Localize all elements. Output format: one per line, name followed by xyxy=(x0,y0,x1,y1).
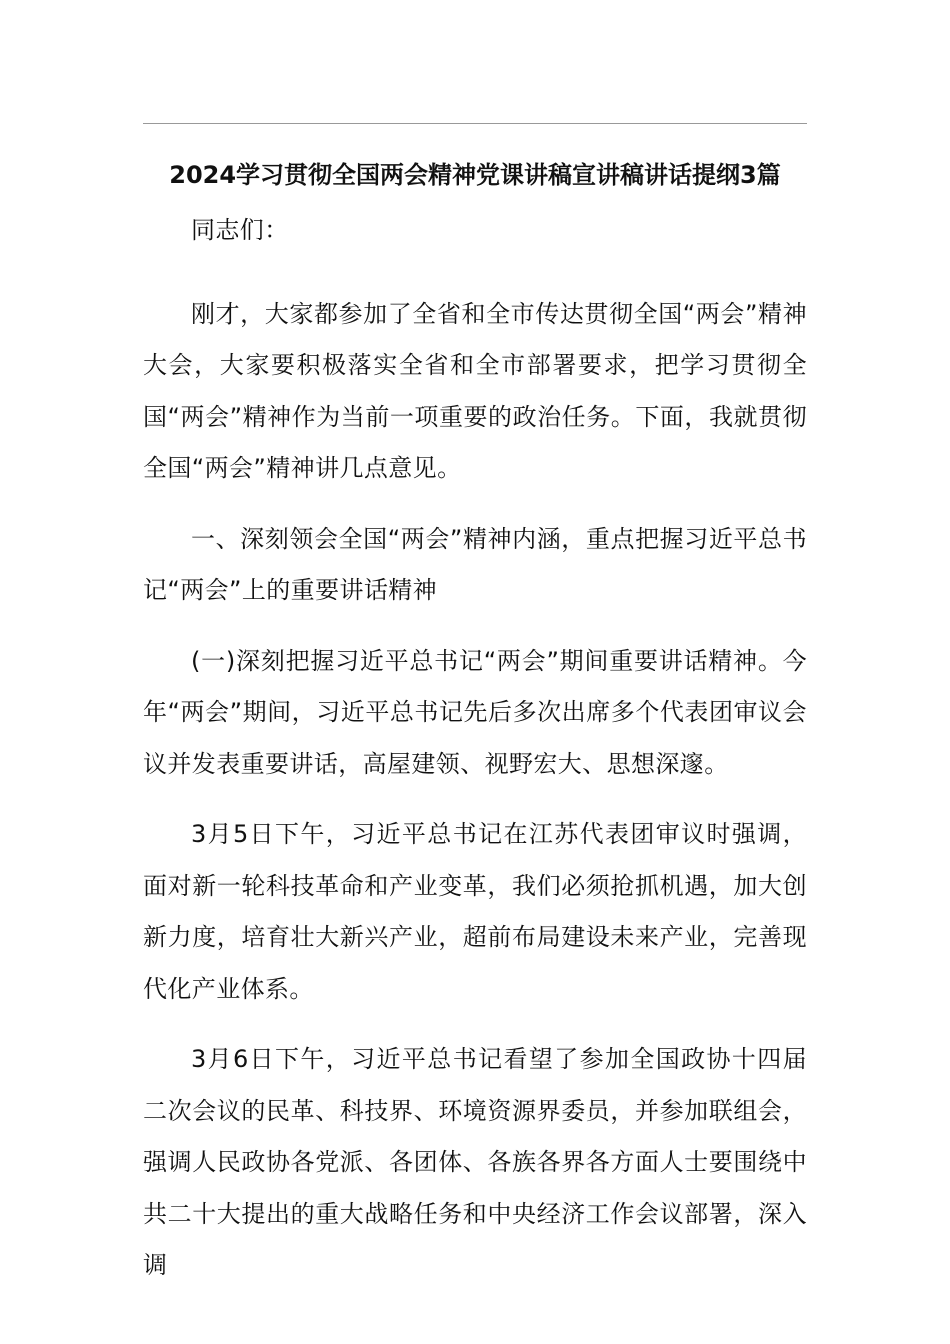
greeting-paragraph: 同志们： xyxy=(191,216,289,244)
section-heading-1: 一、深刻领会全国“两会”精神内涵，重点把握习近平总书记“两会”上的重要讲话精神 xyxy=(143,524,807,604)
document-title: 2024学习贯彻全国两会精神党课讲稿宣讲稿讲话提纲3篇 xyxy=(169,161,781,189)
body-paragraph-2: (一)深刻把握习近平总书记“两会”期间重要讲话精神。今年“两会”期间，习近平总书记先后多次出席多个代表团审议会议并发表重要讲话，高屋建领、视野宏大、思想深邃。 xyxy=(143,646,807,778)
document-body xyxy=(143,205,807,1292)
body-paragraph-1: 刚才，大家都参加了全省和全市传达贯彻全国“两会”精神大会，大家要积极落实全省和全市部署要求，把学习贯彻全国“两会”精神作为当前一项重要的政治任务。下面，我就贯彻全国“两会”精神讲几点意见。 xyxy=(143,299,807,482)
body-paragraph-4: 3月6日下午，习近平总书记看望了参加全国政协十四届二次会议的民革、科技界、环境资源界委员，并参加联组会，强调人民政协各党派、各团体、各族各界各方面人士要围绕中共二十大提出的重大战略任务和中央经济工作会议部署，深入调 xyxy=(143,1045,807,1279)
body-paragraph-3: 3月5日下午，习近平总书记在江苏代表团审议时强调，面对新一轮科技革命和产业变革，我们必须抢抓机遇，加大创新力度，培育壮大新兴产业，超前布局建设未来产业，完善现代化产业体系。 xyxy=(143,820,807,1003)
header-rule xyxy=(143,123,807,124)
